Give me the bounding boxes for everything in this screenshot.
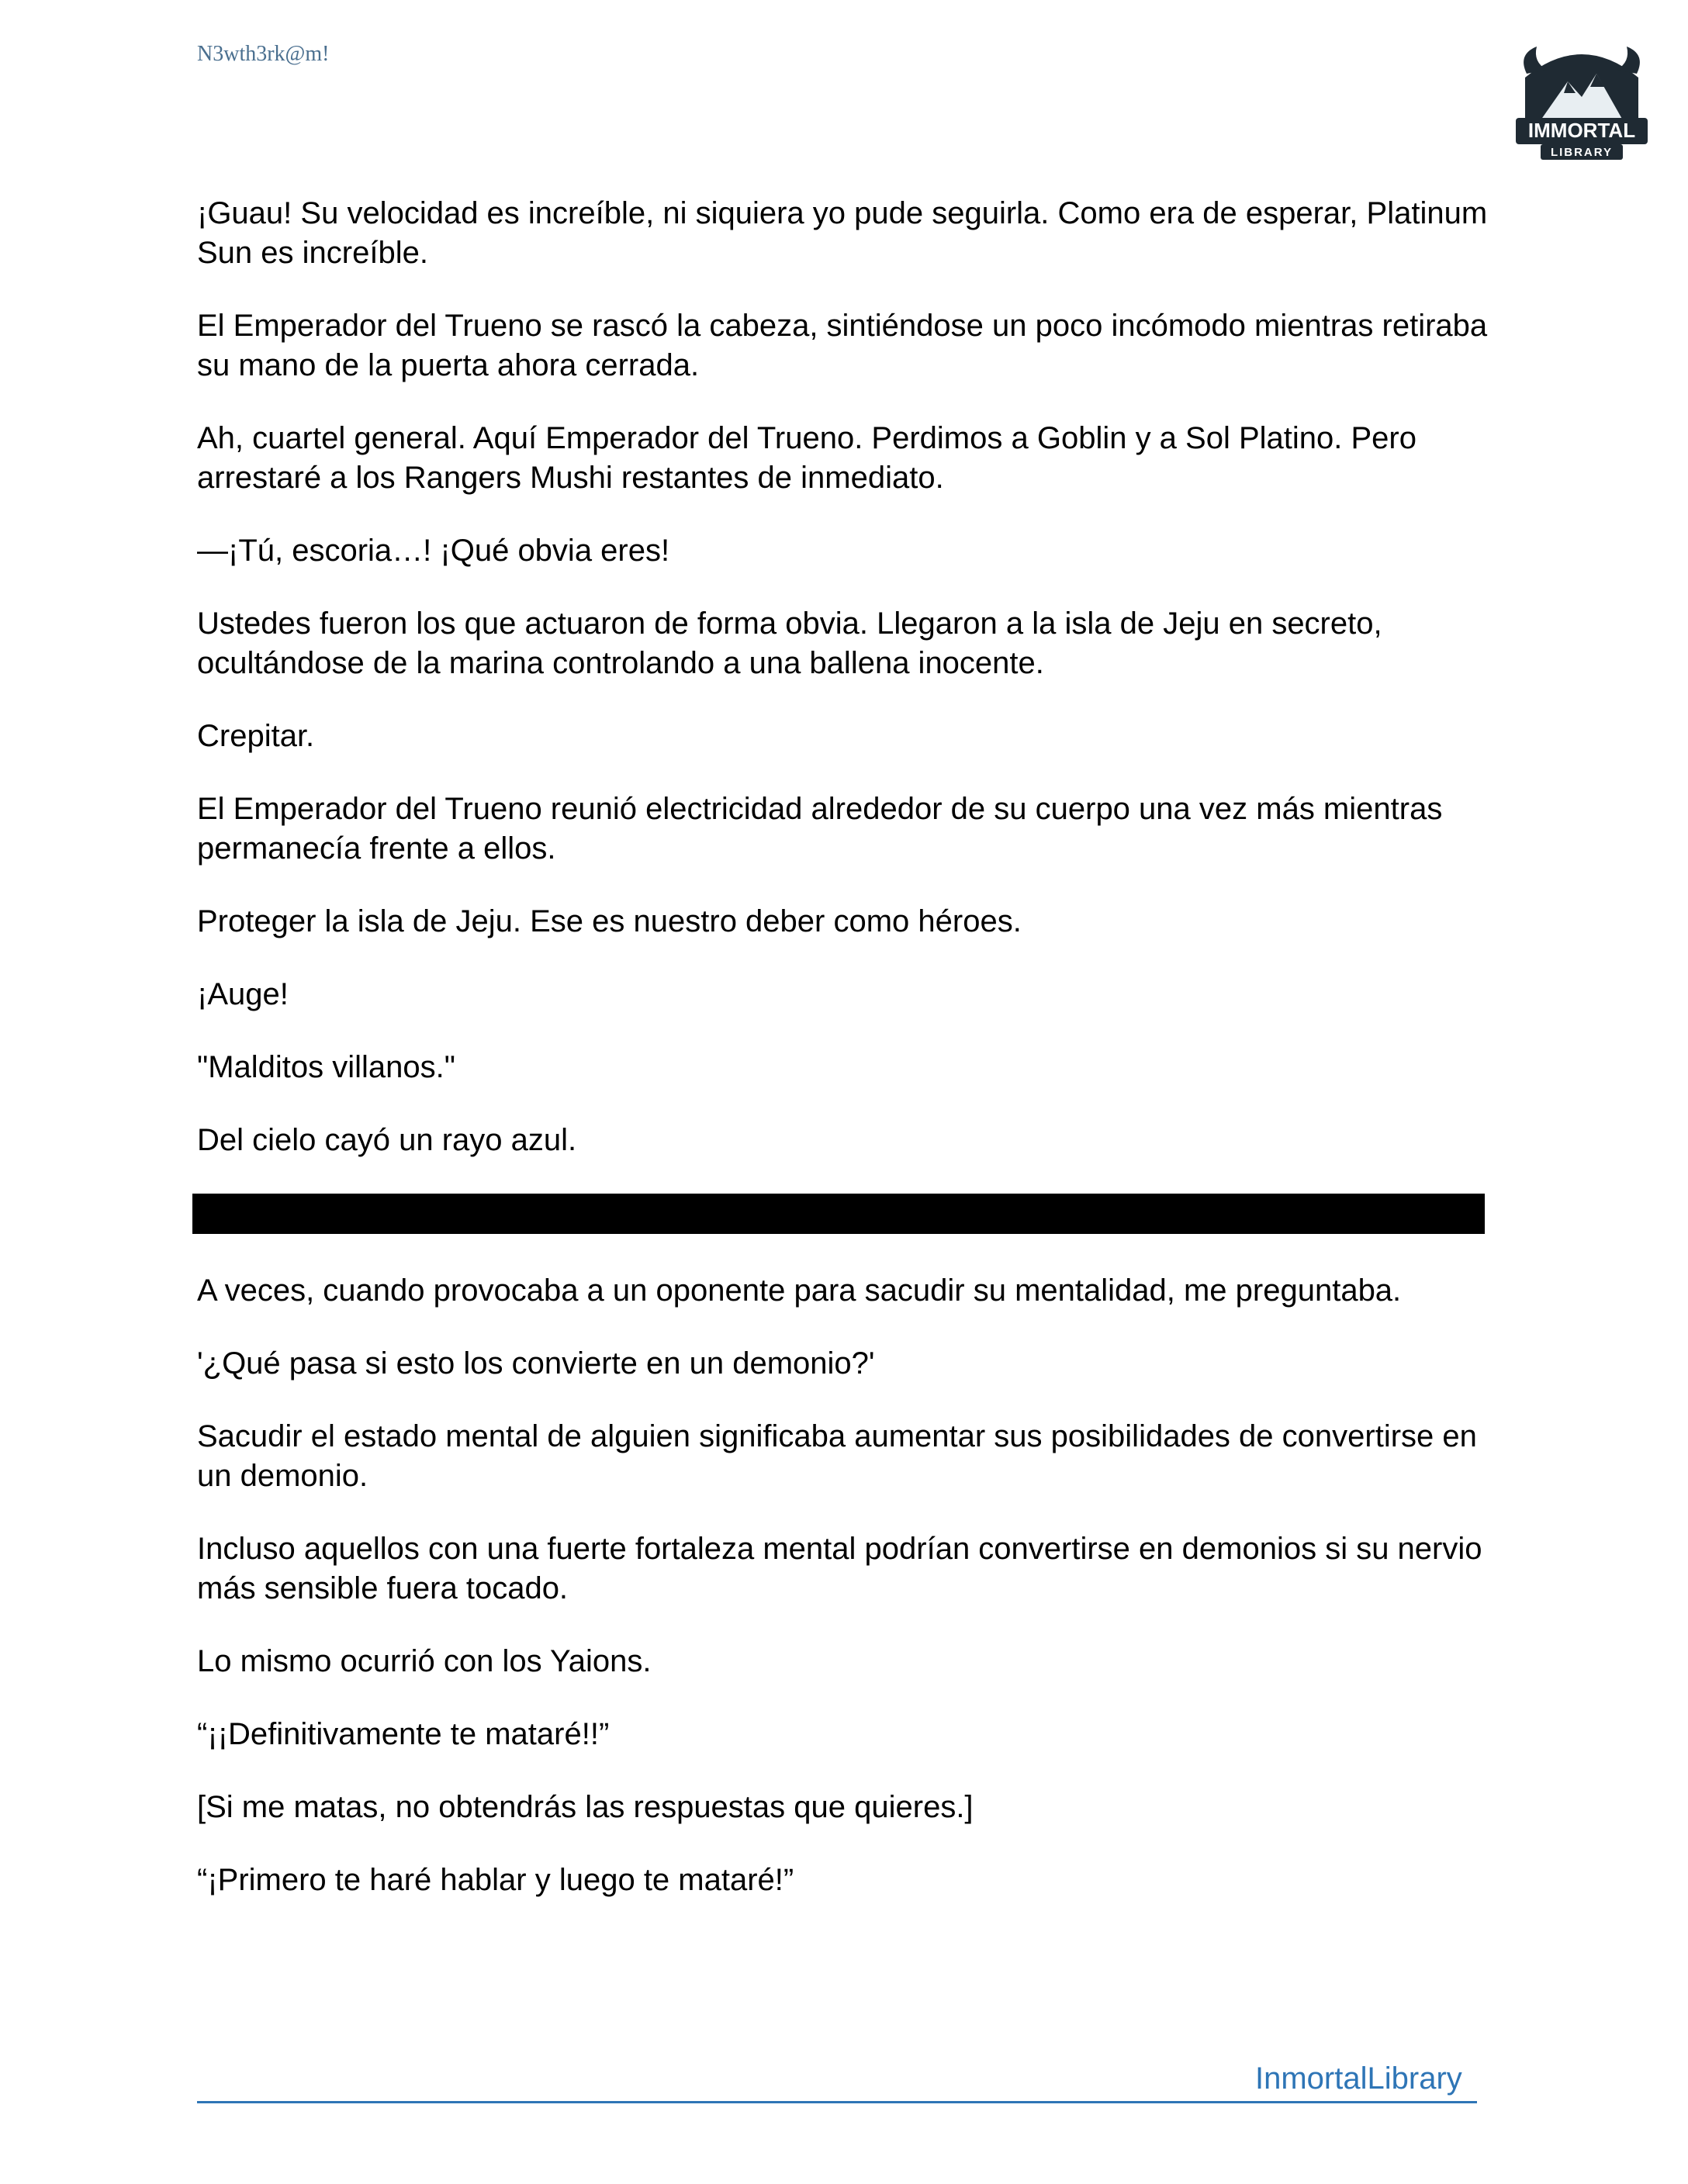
paragraph: ¡Guau! Su velocidad es increíble, ni siquiera yo pude seguirla. Como era de esperar, Platinum Sun es increíble.	[197, 196, 1496, 270]
paragraph: “¡Primero te haré hablar y luego te mataré!”	[197, 1863, 794, 1897]
paragraph: '¿Qué pasa si esto los convierte en un demonio?'	[197, 1346, 875, 1381]
footer-divider	[197, 2101, 1477, 2103]
paragraph: Proteger la isla de Jeju. Ese es nuestro deber como héroes.	[197, 904, 1022, 938]
scene-separator-bar	[192, 1194, 1485, 1234]
paragraph: —¡Tú, escoria…! ¡Qué obvia eres!	[197, 534, 670, 568]
paragraph: Ah, cuartel general. Aquí Emperador del Trueno. Perdimos a Goblin y a Sol Platino. Pero arrestaré a los Rangers Mushi restantes de inmediato.	[197, 421, 1426, 495]
paragraph: El Emperador del Trueno se rascó la cabeza, sintiéndose un poco incómodo mientras retiraba su mano de la puerta ahora cerrada.	[197, 309, 1496, 382]
header-watermark: N3wth3rk@m!	[197, 42, 330, 66]
paragraph: “¡¡Definitivamente te mataré!!”	[197, 1717, 610, 1751]
paragraph: El Emperador del Trueno reunió electricidad alrededor de su cuerpo una vez más mientras permanecía frente a ellos.	[197, 792, 1451, 866]
paragraph: Incluso aquellos con una fuerte fortaleza mental podrían convertirse en demonios si su nervio más sensible fuera tocado.	[197, 1532, 1491, 1605]
svg-text:LIBRARY: LIBRARY	[1550, 146, 1614, 159]
paragraph: "Malditos villanos."	[197, 1050, 455, 1084]
paragraph: [Si me matas, no obtendrás las respuestas que quieres.]	[197, 1790, 974, 1824]
footer-library-link[interactable]: InmortalLibrary	[1255, 2061, 1462, 2096]
paragraph: ¡Auge!	[197, 977, 289, 1011]
paragraph: Crepitar.	[197, 719, 315, 753]
paragraph: A veces, cuando provocaba a un oponente para sacudir su mentalidad, me preguntaba.	[197, 1273, 1402, 1308]
paragraph: Del cielo cayó un rayo azul.	[197, 1123, 577, 1157]
document-body	[197, 194, 1500, 1933]
svg-text:IMMORTAL: IMMORTAL	[1527, 119, 1636, 142]
paragraph: Ustedes fueron los que actuaron de forma obvia. Llegaron a la isla de Jeju en secreto, ocultándose de la marina controlando a una ballena inocente.	[197, 606, 1391, 680]
immortal-library-logo	[1510, 31, 1654, 163]
paragraph: Sacudir el estado mental de alguien significaba aumentar sus posibilidades de convertirse en un demonio.	[197, 1419, 1486, 1493]
paragraph: Lo mismo ocurrió con los Yaions.	[197, 1644, 652, 1678]
